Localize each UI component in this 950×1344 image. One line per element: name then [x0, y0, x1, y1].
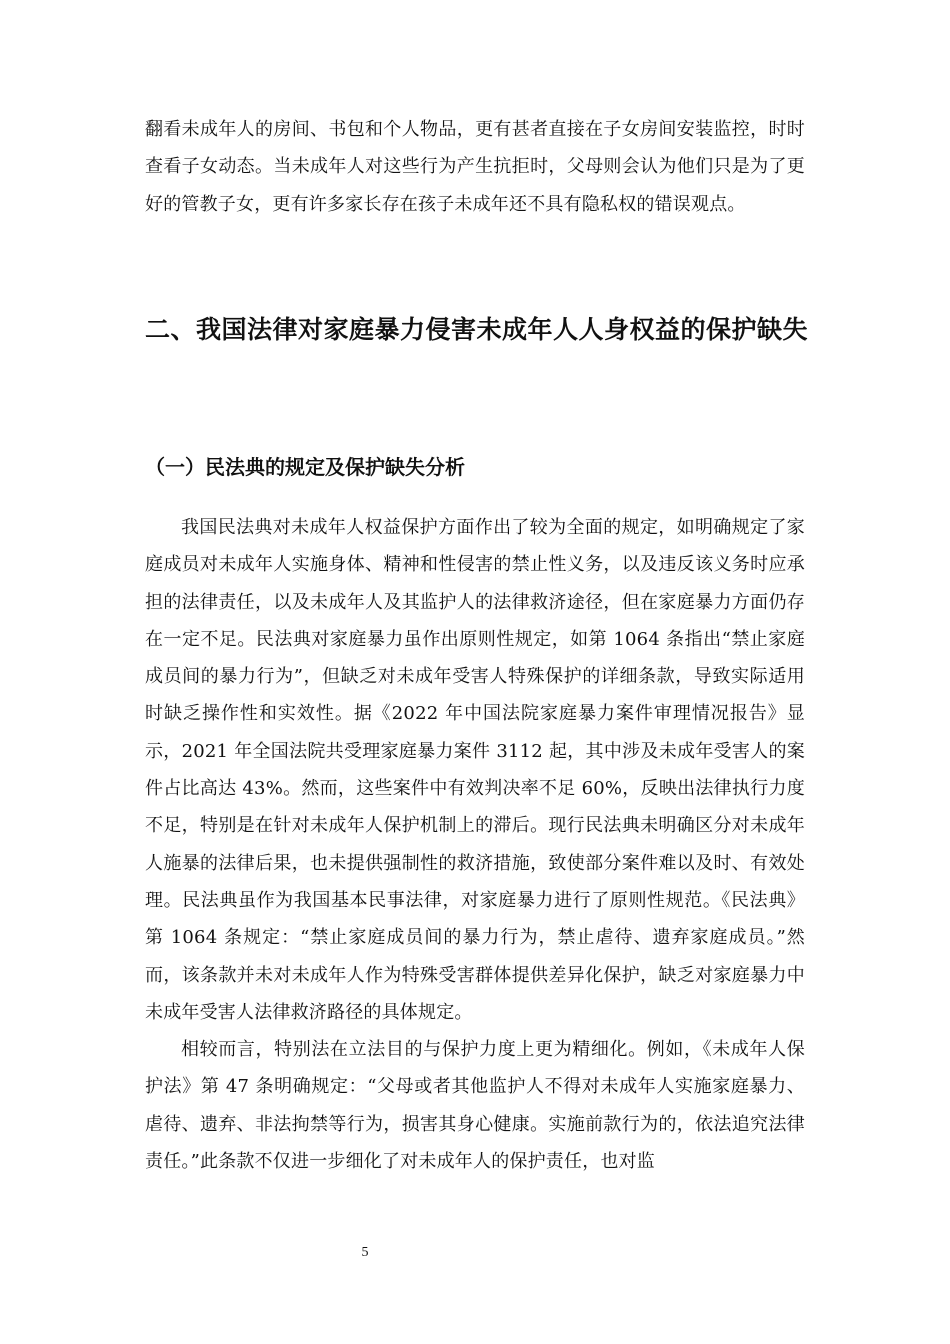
page-number: 5 — [361, 1245, 369, 1260]
paragraph-1: 我国民法典对未成年人权益保护方面作出了较为全面的规定，如明确规定了家庭成员对未成年人实施身体、精神和性侵害的禁止性义务，以及违反该义务时应承担的法律责任，以及未成年人及其监护人的法律救济途径，但在家庭暴力方面仍存在一定不足。民法典对家庭暴力虽作出原则性规定，如第 1064 条指出“禁止家庭成员间的暴力行为”，但缺乏对未成年受害人特殊保护的详细条款，导致实际适用时缺乏操作性和实效性。据《2022 年中国法院家庭暴力案件审理情况报告》显示，2021 年全国法院共受理家庭暴力案件 3112 起，其中涉及未成年受害人的案件占比高达 43%。然而，这些案件中有效判决率不足 60%，反映出法律执行力度不足，特别是在针对未成年人保护机制上的滞后。现行民法典未明确区分对未成年人施暴的法律后果，也未提供强制性的救济措施，致使部分案件难以及时、有效处理。民法典虽作为我国基本民事法律，对家庭暴力进行了原则性规范。《民法典》第 1064 条规定：“禁止家庭成员间的暴力行为，禁止虐待、遗弃家庭成员。”然而，该条款并未对未成年人作为特殊受害群体提供差异化保护，缺乏对家庭暴力中未成年受害人法律救济路径的具体规定。 — [145, 517, 805, 1023]
body-text-block — [145, 509, 805, 1180]
paragraph-2: 相较而言，特别法在立法目的与保护力度上更为精细化。例如，《未成年人保护法》第 47 条明确规定：“父母或者其他监护人不得对未成年人实施家庭暴力、虐待、遗弃、非法拘禁等行为，损害其身心健康。实施前款行为的，依法追究法律责任。”此条款不仅进一步细化了对未成年人的保护责任，也对监 — [145, 1039, 805, 1173]
subsection-heading: （一）民法典的规定及保护缺失分析 — [145, 455, 465, 479]
section-heading: 二、我国法律对家庭暴力侵害未成年人人身权益的保护缺失 — [145, 315, 809, 344]
intro-paragraph: 翻看未成年人的房间、书包和个人物品，更有甚者直接在子女房间安装监控，时时查看子女动态。当未成年人对这些行为产生抗拒时，父母则会认为他们只是为了更好的管教子女，更有许多家长存在孩子未成年还不具有隐私权的错误观点。 — [145, 119, 805, 215]
intro-paragraph-block — [145, 111, 805, 223]
